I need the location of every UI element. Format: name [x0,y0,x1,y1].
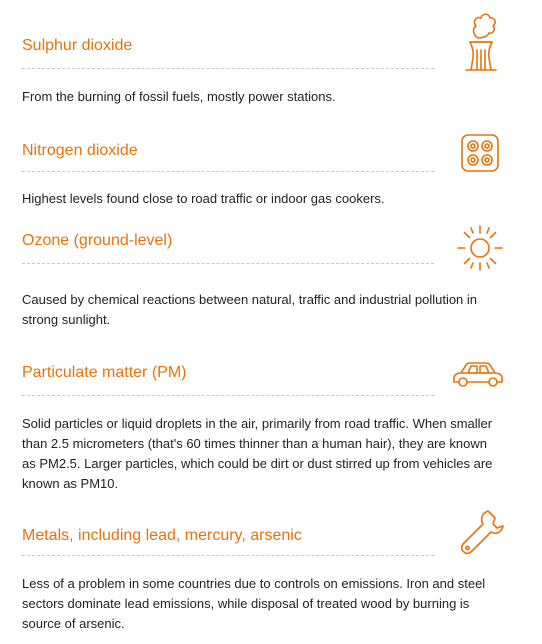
gas-cooker-icon [460,133,500,173]
pollutant-description: Highest levels found close to road traffic or indoor gas cookers. [22,191,385,206]
dashed-divider [22,68,434,69]
power-station-icon [458,8,504,74]
pollutant-title: Sulphur dioxide [22,37,133,54]
pollutant-description: Less of a problem in some countries due to controls on emissions. Iron and steel sectors dominate lead emissions, while disposal of treated wood by burning is source of arsenic. [22,576,486,631]
pollutant-title: Metals, including lead, mercury, arsenic [22,527,302,544]
pollutant-description: Solid particles or liquid droplets in the air, primarily from road traffic. When smaller than 2.5 micrometers (that's 60 times thinner than a human hair), they are known as PM2.5. Larger particles, which could be dirt or dust stirred up from vehicles are known as PM10. [22,416,493,491]
car-icon [450,360,506,390]
pollutant-title: Ozone (ground-level) [22,232,173,249]
pollutant-title: Nitrogen dioxide [22,142,138,159]
pollutant-title: Particulate matter (PM) [22,364,187,381]
dashed-divider [22,555,434,556]
wrench-icon [458,507,504,557]
dashed-divider [22,171,434,172]
dashed-divider [22,395,434,396]
pollutant-description: Caused by chemical reactions between natural, traffic and industrial pollution in strong sunlight. [22,292,478,327]
dashed-divider [22,263,434,264]
sun-icon [455,223,505,273]
pollutant-description: From the burning of fossil fuels, mostly power stations. [22,89,336,104]
